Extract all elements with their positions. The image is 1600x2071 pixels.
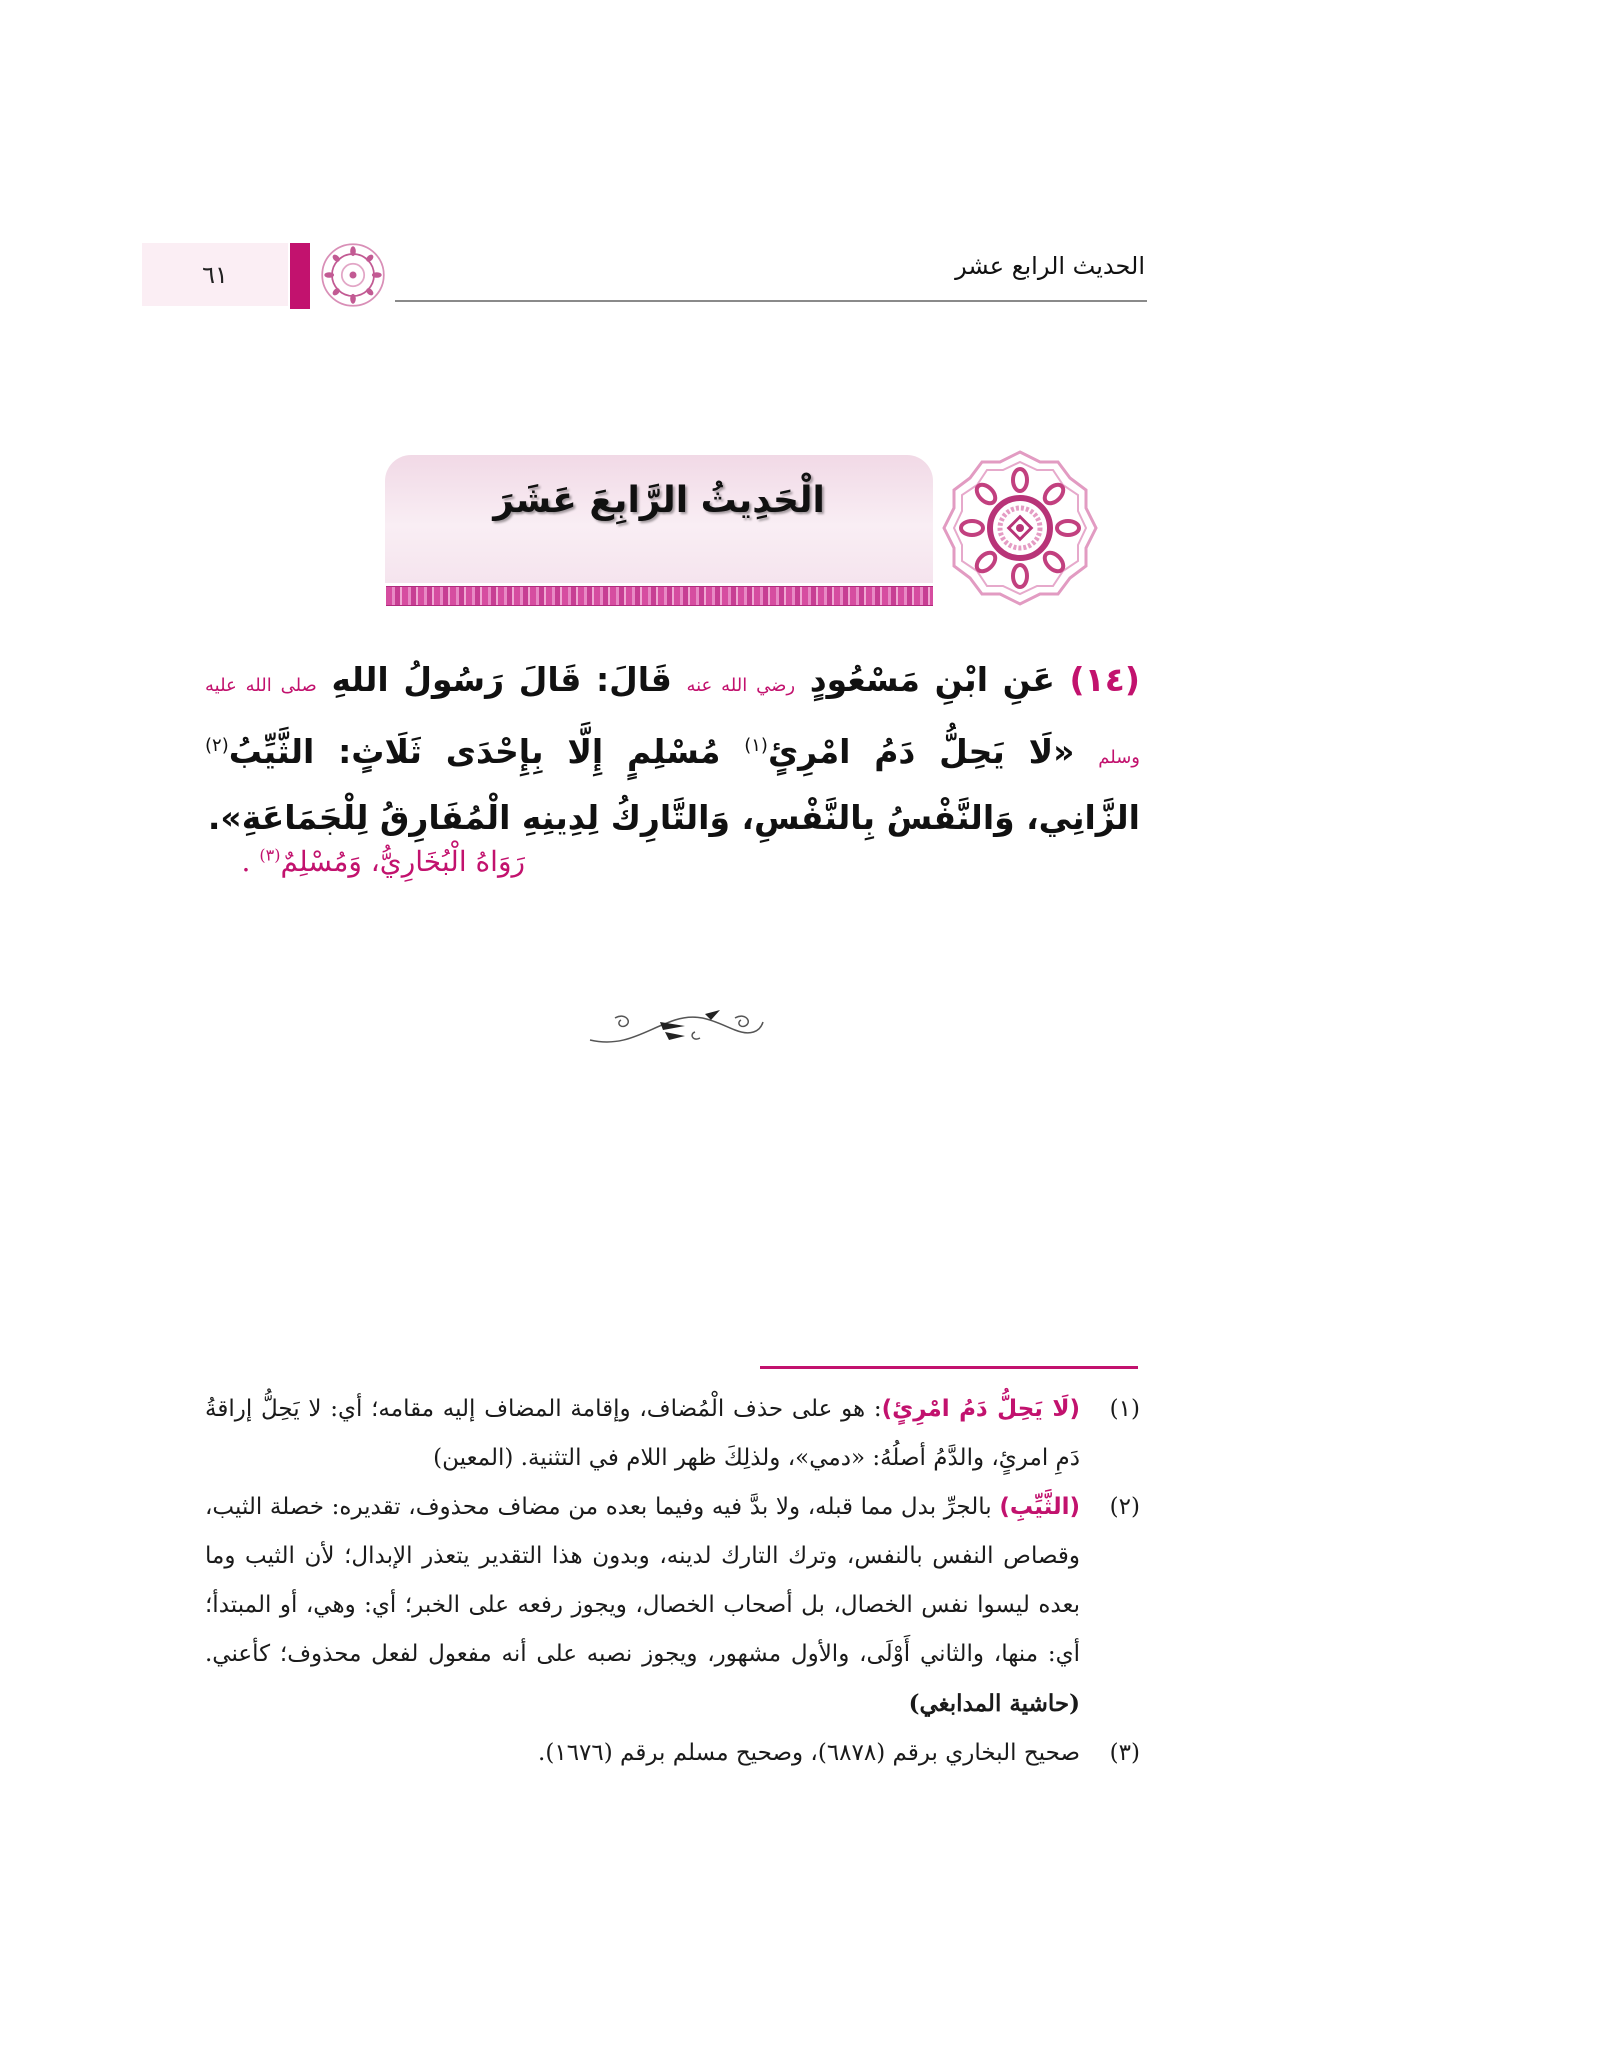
footnote-separator	[760, 1366, 1138, 1369]
footnote-source: (حاشية المدابغي)	[908, 1690, 1080, 1717]
running-header-title: الحديث الرابع عشر	[955, 252, 1145, 280]
narration-attribution	[205, 845, 525, 878]
footnote-term: (لَا يَحِلُّ دَمُ امْرِئٍ)	[881, 1396, 1080, 1422]
footnote-ref-2[interactable]: (٢)	[205, 735, 229, 756]
footnote-text: بالجرِّ بدل مما قبله، ولا بدَّ فيه وفيما بعده من مضاف محذوف، تقديره: خصلة الثيب، وقصاص النفس بالنفس، وترك التارك لدينه، وبدون هذا التقدير يتعذر الإبدال؛ لأن الثيب وما بعده ليسوا نفس الخصال، بل أصحاب الخصال، ويجوز رفعه على الخبر؛ أي: وهي، أو المبتدأ؛ أي: منها، والثاني أَوْلَى، والأول مشهور، ويجوز نصبه على أنه مفعول لفعل محذوف؛ كأعني.	[205, 1494, 1080, 1667]
footnote-item	[205, 1385, 1140, 1483]
footnote-text: : هو على حذف الْمُضاف، وإقامة المضاف إليه مقامه؛ أي: لا يَحِلُّ إراقةُ دَمِ امرئٍ، والدَّمُ أصلُهُ: «دمي»، ولذلِكَ ظهر اللام في التثنية. (المعين)	[205, 1396, 1080, 1471]
page-number-accent-bar	[290, 243, 310, 309]
hadith-text-part3: الزَّانِي، وَالنَّفْسُ بِالنَّفْسِ، وَالتَّارِكُ لِدِينِهِ الْمُفَارِقُ لِلْجَمَاعَةِ».	[207, 798, 1140, 837]
footnote-text: صحيح البخاري برقم (٦٨٧٨)، وصحيح مسلم برقم (١٦٧٦).	[538, 1740, 1080, 1766]
footnote-number: (١)	[1109, 1396, 1140, 1422]
footnote-ref-1[interactable]: (١)	[744, 735, 768, 756]
footnote-body	[205, 1483, 1080, 1729]
footnote-item	[205, 1729, 1140, 1778]
hadith-text-part1: «لَا يَحِلُّ دَمُ امْرِئٍ	[767, 732, 1075, 771]
rosette-icon	[940, 448, 1100, 608]
footnote-item	[205, 1483, 1140, 1729]
hadith-text-part2: مُسْلِمٍ إِلَّا بِإِحْدَى ثَلَاثٍ: الثَّيِّبُ	[228, 732, 721, 771]
honorific-companion: رضي الله عنه	[686, 675, 796, 696]
page-number: ٦١	[202, 260, 228, 289]
footnote-number: (٢)	[1109, 1494, 1140, 1520]
banner-ornamental-border	[386, 586, 933, 606]
footnotes	[205, 1385, 1140, 1778]
hadith-said: قَالَ: قَالَ رَسُولُ اللهِ	[331, 660, 672, 699]
narration-end: .	[241, 845, 251, 878]
footnote-term: (الثَّيِّبِ)	[999, 1494, 1080, 1520]
flourish-ornament-icon	[585, 1000, 770, 1050]
footnote-number: (٣)	[1109, 1740, 1140, 1766]
chapter-title: الْحَدِيثُ الرَّابِعَ عَشَرَ	[493, 480, 825, 521]
rosette-icon	[318, 240, 388, 310]
hadith-text	[205, 650, 1140, 848]
hadith-intro: عَنِ ابْنِ مَسْعُودٍ	[809, 660, 1055, 699]
footnote-body	[205, 1385, 1080, 1483]
honorific-prophet: صلى الله عليه وسلم	[205, 675, 1140, 768]
footnote-body	[205, 1729, 1080, 1778]
narration-text: رَوَاهُ الْبُخَارِيُّ، وَمُسْلِمٌ	[280, 845, 525, 878]
hadith-number: (١٤)	[1069, 660, 1141, 699]
footnote-ref-3[interactable]: (٣)	[259, 845, 281, 865]
page-number-box	[142, 243, 288, 306]
header-divider	[395, 300, 1147, 302]
